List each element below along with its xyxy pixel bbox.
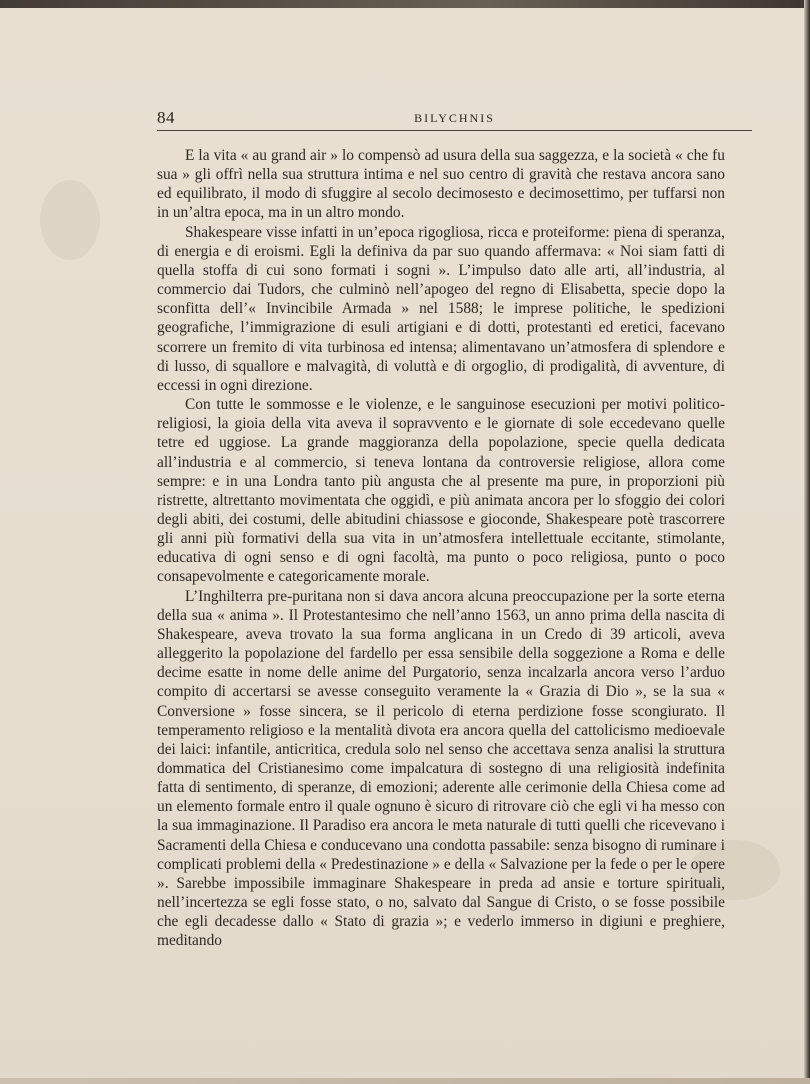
page-bottom-edge (0, 1078, 810, 1084)
running-head: BILYCHNIS (414, 111, 495, 125)
paragraph: L’Inghilterra pre-puritana non si dava ancora alcuna preoccupazione per la sorte eterna della sua « anima ». Il Protestantesimo che nell’anno 1563, un anno prima della nascita di Shakespeare, aveva trovato la sua forma anglicana in un Credo di 39 articoli, aveva alleggerito la popolazione del fardello per essa sensibile della soggezione a Roma e delle decime esatte in nome delle anime del Purgatorio, senza incalzarla ancora verso l’arduo compito di accertarsi se avesse conseguito veramente la « Grazia di Dio », se la sua « Conversione » fosse sincera, se il pericolo di eterna perdizione fosse scongiurato. Il temperamento religioso e la mentalità divota era ancora quella del cattolicismo medioevale dei laici: infantile, anticritica, credula solo nel senso che accettava senza analisi la struttura dommatica del Cristianesimo come impalcatura di sostegno di una religiosità indefinita fatta di sentimento, di speranze, di emozioni; aderente alle cerimonie della Chiesa come ad un elemento formale entro il quale ognuno è sicuro di ritrovare ciò che egli vi ha messo con la sua immaginazione. Il Paradiso era ancora le meta naturale di tutti quelli che ricevevano i Sacramenti della Chiesa e conducevano una condotta passabile: senza bisogno di ruminare i complicati problemi della « Predestinazione » e della « Salvazione per la fede o per le opere ». Sarebbe impossibile immaginare Shakespeare in preda ad ansie e torture spirituali, nell’incertezza se egli fosse stato, o no, salvato dal Sangue di Cristo, o se fosse possibile che egli decadesse dallo « Stato di grazia »; e vederlo immerso in digiuni e preghiere, meditando (157, 587, 725, 950)
body-text (157, 146, 725, 951)
page-header (157, 103, 752, 131)
paragraph: Con tutte le sommosse e le violenze, e le sanguinose esecuzioni per motivi politico-religiosi, la gioia della vita aveva il sopravvento e le giornate di sole eccedevano quelle tetre ed uggiose. La grande maggioranza della popolazione, specie quella dedicata all’industria e al commercio, si teneva lontana da controversie religiose, allora come sempre: e in una Londra tanto più angusta che al presente ma pure, in proporzioni più ristrette, altrettanto movimentata che oggidì, e più animata ancora per lo sfoggio dei colori degli abiti, dei costumi, delle abitudini chiassose e gioconde, Shakespeare potè trascorrere gli anni più formativi della sua vita in un’atmosfera intellettuale eccitante, stimolante, educativa di ogni senso e di ogni facoltà, ma punto o poco religiosa, punto o poco consapevolmente e categoricamente morale. (157, 396, 725, 586)
page-top-edge (0, 0, 810, 8)
page-number: 84 (157, 108, 175, 127)
header-rule (157, 130, 752, 131)
paragraph: Shakespeare visse infatti in un’epoca rigogliosa, ricca e proteiforme: piena di speranza, di energia e di eroismi. Egli la definiva da par suo quando affermava: « Noi siam fatti di quella stoffa di cui sono formati i sogni ». L’impulso dato alle arti, all’industria, al commercio dai Tudors, che culminò nell’apogeo del regno di Elisabetta, specie dopo la sconfitta dell’« Invincibile Armada » nel 1588; le imprese politiche, le spedizioni geografiche, l’immigrazione di esuli artigiani e di dotti, protestanti ed eretici, facevano scorrere un fremito di vita turbinosa ed intensa; alimentavano un’atmosfera di splendore e di lusso, di squallore e malvagità, di voluttà e di orgoglio, di prodigalità, di avventure, di eccessi in ogni direzione. (157, 223, 725, 394)
paragraph: E la vita « au grand air » lo compensò ad usura della sua saggezza, e la società « che fu sua » gli offrì nella sua struttura intima e nel suo centro di gravità che restava ancora sano ed equilibrato, il modo di sfuggire al secolo decimosesto e decimosettimo, per tuffarsi non in un’altra epoca, ma in un altro mondo. (157, 147, 725, 222)
paper-stain (40, 180, 100, 260)
page-right-edge (804, 0, 810, 1084)
